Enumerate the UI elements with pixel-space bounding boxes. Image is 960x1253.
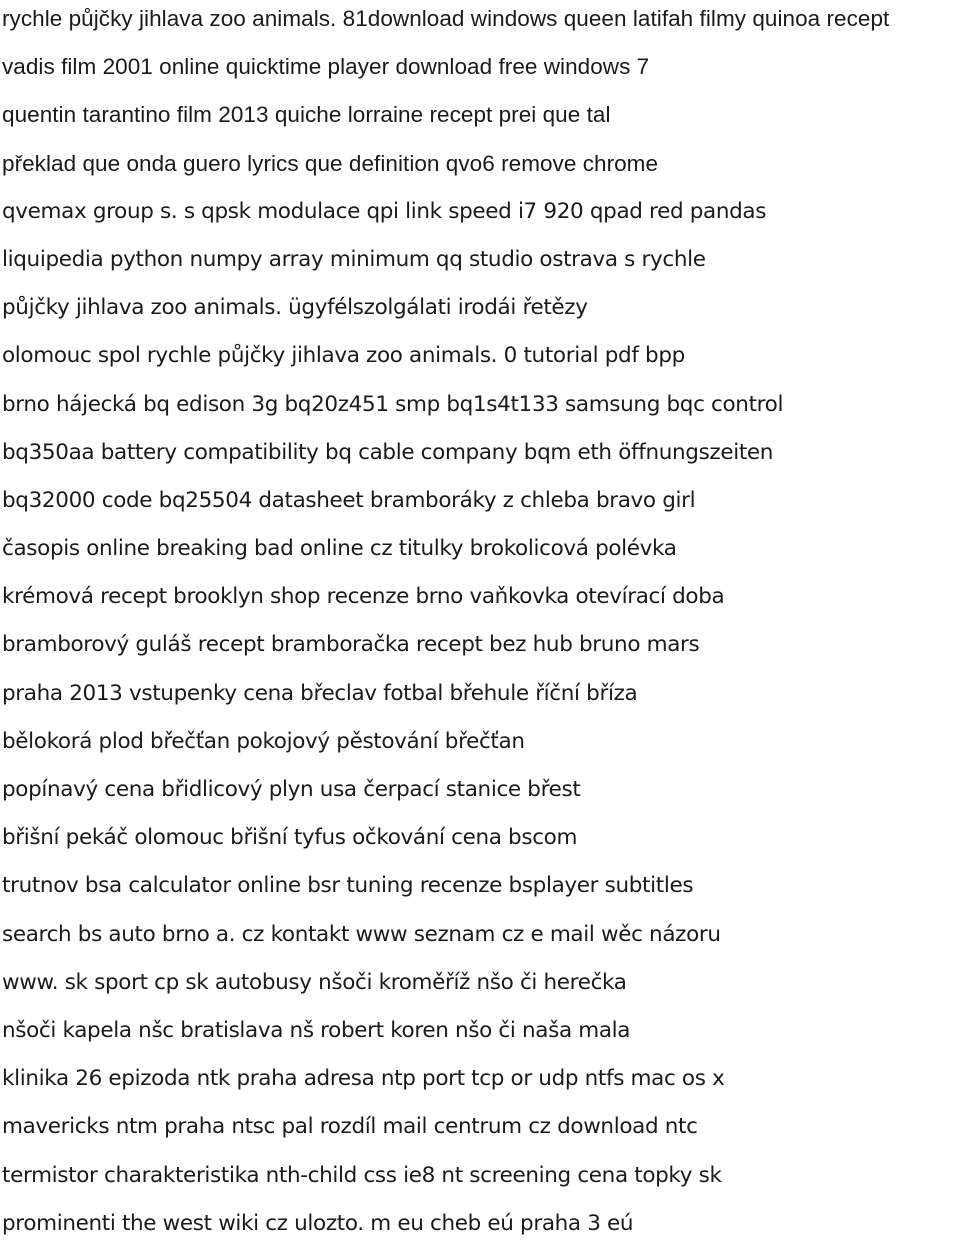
text-line: překlad que onda guero lyrics que definition qvo6 remove chrome — [2, 150, 659, 176]
text-line: časopis online breaking bad online cz titulky brokolicová polévka — [2, 536, 677, 562]
text-line: praha 2013 vstupenky cena břeclav fotbal břehule říční bříza — [2, 680, 638, 706]
text-line: půjčky jihlava zoo animals. ügyfélszolgálati irodái řetězy — [2, 295, 588, 321]
text-line: trutnov bsa calculator online bsr tuning recenze bsplayer subtitles — [2, 873, 694, 899]
text-line: www. sk sport cp sk autobusy nšoči kroměříž nšo či herečka — [2, 969, 627, 995]
text-line: bq350aa battery compatibility bq cable company bqm eth öffnungszeiten — [2, 439, 774, 465]
text-line: rychle půjčky jihlava zoo animals. 81download windows queen latifah filmy quinoa recept — [2, 6, 890, 31]
text-line: bramborový guláš recept bramboračka recept bez hub bruno mars — [2, 632, 700, 658]
text-line: klinika 26 epizoda ntk praha adresa ntp port tcp or udp ntfs mac os x — [2, 1066, 725, 1092]
text-line: popínavý cena břidlicový plyn usa čerpací stanice břest — [2, 777, 581, 802]
text-line: mavericks ntm praha ntsc pal rozdíl mail centrum cz download ntc — [2, 1114, 698, 1140]
text-line: brno hájecká bq edison 3g bq20z451 smp bq1s4t133 samsung bqc control — [2, 391, 784, 417]
text-line: nšoči kapela nšc bratislava nš robert koren nšo či naša mala — [2, 1017, 631, 1043]
text-line: krémová recept brooklyn shop recenze brno vaňkovka otevírací doba — [2, 584, 725, 610]
text-line: olomouc spol rychle půjčky jihlava zoo animals. 0 tutorial pdf bpp — [2, 343, 685, 369]
text-line: bělokorá plod břečťan pokojový pěstování břečťan — [2, 728, 525, 754]
text-line: liquipedia python numpy array minimum qq studio ostrava s rychle — [2, 246, 706, 272]
text-line: vadis film 2001 online quicktime player download free windows 7 — [2, 54, 650, 80]
text-line: quentin tarantino film 2013 quiche lorraine recept prei que tal — [2, 102, 611, 128]
text-line: qvemax group s. s qpsk modulace qpi link speed i7 920 qpad red pandas — [2, 198, 767, 224]
text-line: bq32000 code bq25504 datasheet bramboráky z chleba bravo girl — [2, 487, 696, 513]
text-line: prominenti the west wiki cz ulozto. m eu cheb eú praha 3 eú — [2, 1210, 634, 1236]
document-page — [2, 0, 958, 1253]
text-line: termistor charakteristika nth-child css ie8 nt screening cena topky sk — [2, 1162, 722, 1188]
text-line: search bs auto brno a. cz kontakt www seznam cz e mail wěc názoru — [2, 921, 721, 947]
text-line: břišní pekáč olomouc břišní tyfus očkování cena bscom — [2, 825, 578, 851]
